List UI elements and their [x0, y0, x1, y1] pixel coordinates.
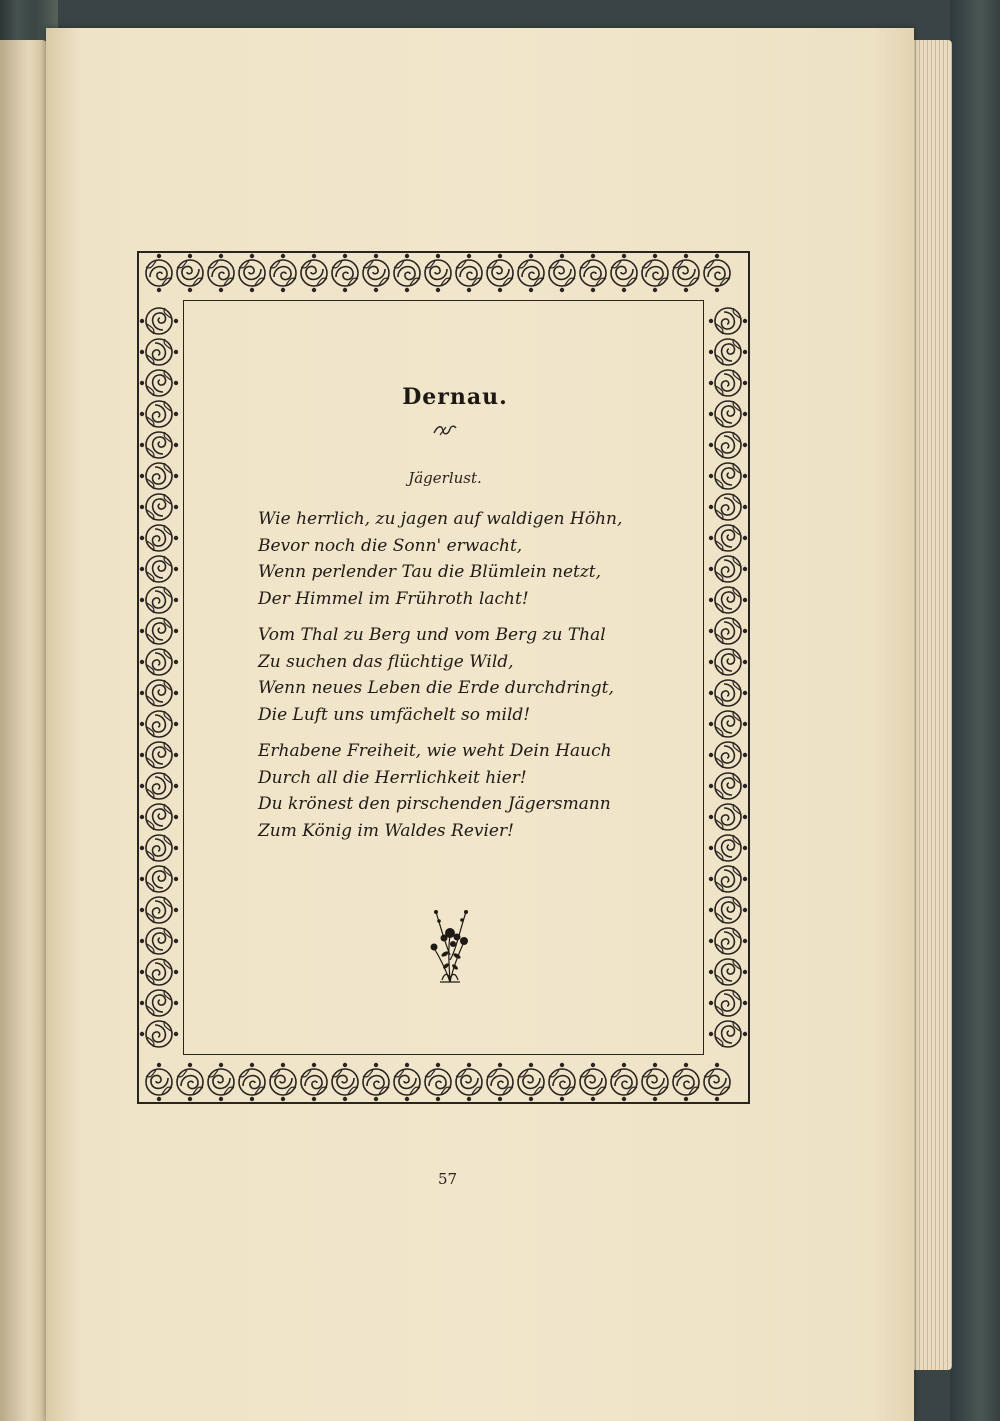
poem-line: Der Himmel im Frühroth lacht!	[258, 588, 529, 609]
stanza-2	[258, 622, 614, 728]
poem-line: Wenn neues Leben die Erde durchdringt,	[258, 678, 614, 698]
page-stack-edge	[912, 40, 952, 1370]
book-cover-right	[950, 0, 1000, 1421]
poem-line: Zum König im Waldes Revier!	[258, 820, 514, 841]
left-page-edge	[0, 40, 48, 1421]
poem-line: Die Luft uns umfächelt so mild!	[258, 704, 531, 725]
poem-line: Du krönest den pirschenden Jägersmann	[258, 794, 611, 814]
poem-line: Zu suchen das flüchtige Wild,	[258, 651, 514, 672]
poem-title: Dernau.	[402, 384, 508, 410]
stanza-1	[258, 506, 622, 612]
poem-line: Erhabene Freiheit, wie weht Dein Hauch	[258, 741, 612, 761]
page-number: 57	[437, 1170, 458, 1188]
poem-line: Wie herrlich, zu jagen auf waldigen Höhn,	[258, 509, 623, 529]
poem-line: Durch all die Herrlichkeit hier!	[258, 767, 527, 788]
flourish-icon	[432, 423, 458, 437]
flower-bouquet-icon	[420, 900, 480, 985]
poem-subtitle: Jägerlust.	[408, 469, 482, 487]
poem-line: Wenn perlender Tau die Blümlein netzt,	[258, 562, 602, 582]
poem-line: Bevor noch die Sonn' erwacht,	[258, 535, 523, 556]
poem-line: Vom Thal zu Berg und vom Berg zu Thal	[258, 625, 606, 645]
stanza-3	[258, 738, 612, 844]
